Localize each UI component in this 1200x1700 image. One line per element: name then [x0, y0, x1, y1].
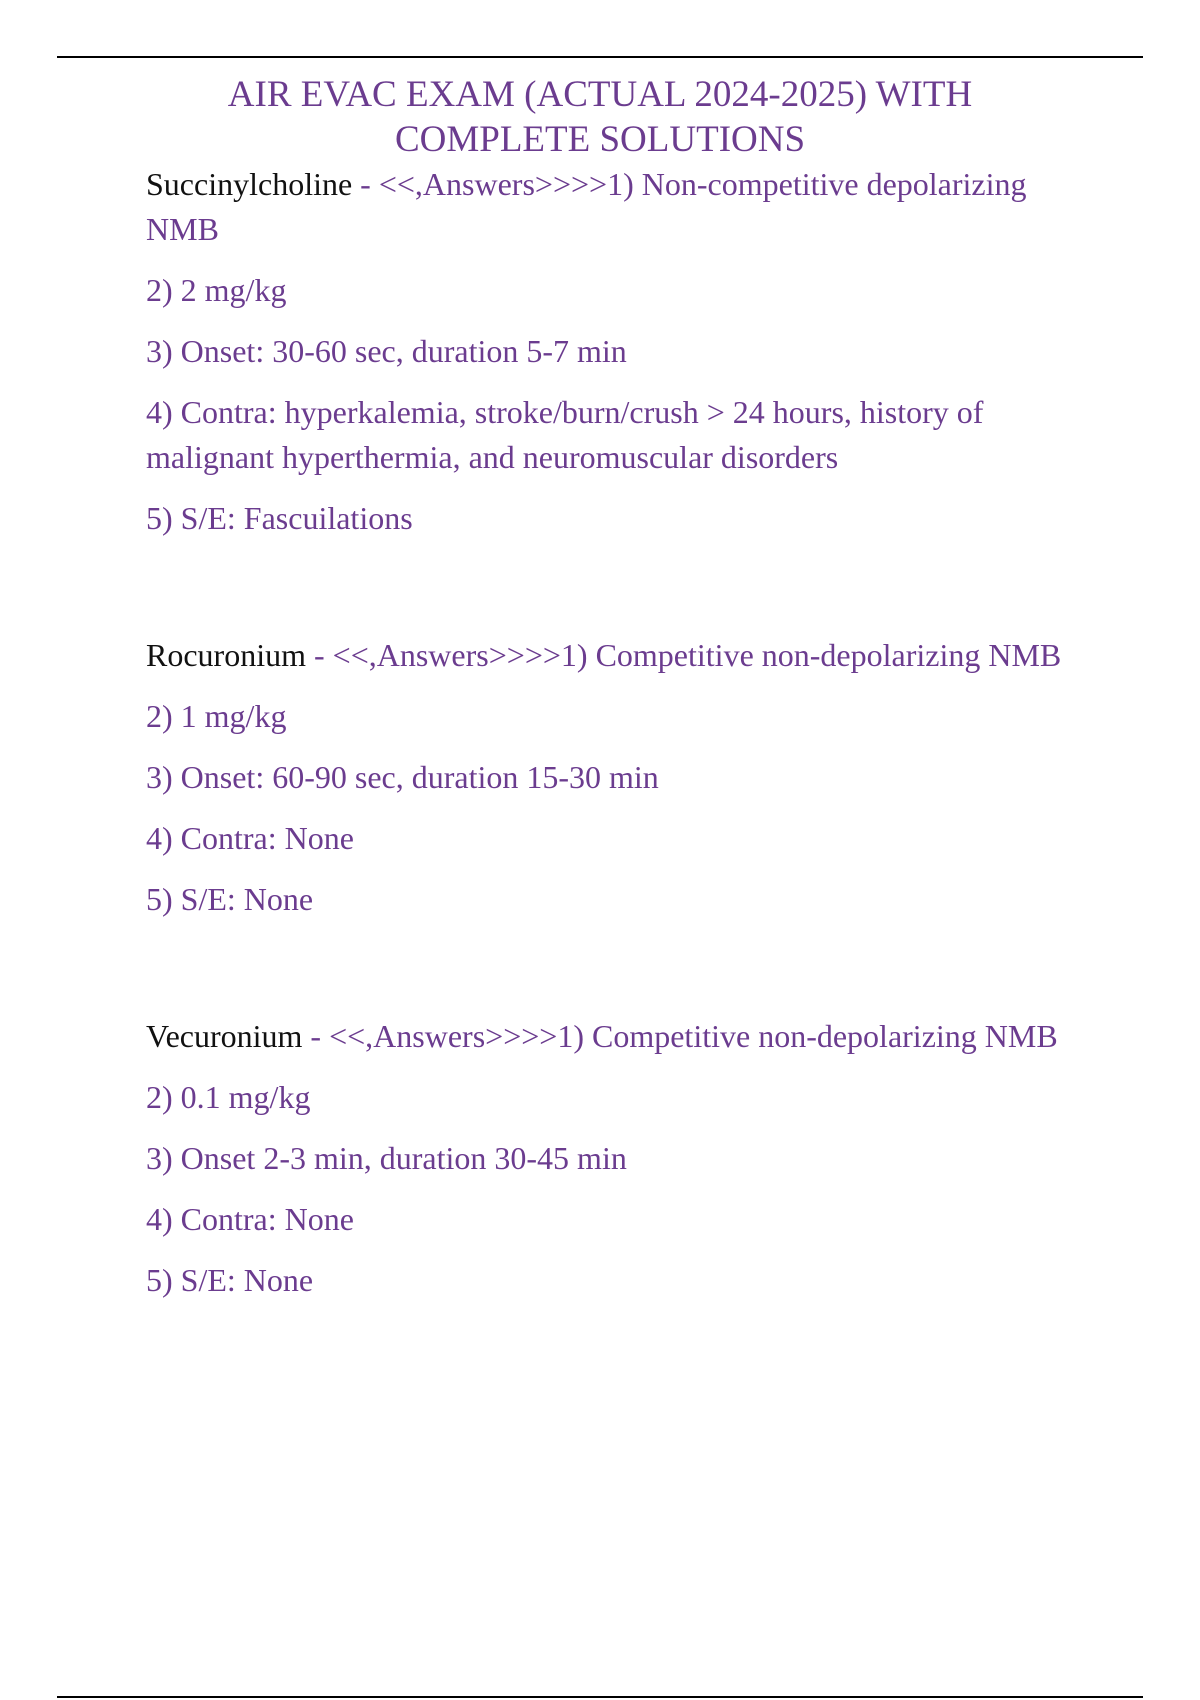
- term-separator: -: [352, 166, 379, 202]
- answer-line: 4) Contra: None: [146, 820, 354, 856]
- answer-line: 4) Contra: hyperkalemia, stroke/burn/crush > 24 hours, history of malignant hyperthermia, and neuromuscular disorders: [146, 394, 984, 475]
- answer-line: 5) S/E: None: [146, 881, 314, 917]
- entry-rocuronium: [146, 633, 1076, 922]
- term-label: Succinylcholine: [146, 166, 353, 202]
- answer-first-line: <<,Answers>>>>1) Competitive non-depolarizing NMB: [332, 637, 1062, 673]
- term-label: Vecuronium: [146, 1018, 303, 1054]
- term-separator: -: [302, 1018, 330, 1054]
- entry-heading: [146, 633, 1076, 678]
- bottom-rule: [57, 1696, 1143, 1698]
- entry-heading: [146, 1014, 1076, 1059]
- entry-succinylcholine: [146, 162, 1076, 541]
- entry-spacer: [146, 557, 1076, 633]
- entry-vecuronium: [146, 1014, 1076, 1303]
- answer-first-line: <<,Answers>>>>1) Non-competitive depolarizing NMB: [146, 166, 1027, 247]
- answer-line: 3) Onset 2-3 min, duration 30-45 min: [146, 1140, 627, 1176]
- answer-first-line: <<,Answers>>>>1) Competitive non-depolarizing NMB: [329, 1018, 1058, 1054]
- entry-spacer: [146, 938, 1076, 1014]
- answer-line: 2) 2 mg/kg: [146, 272, 287, 308]
- answer-line: 2) 0.1 mg/kg: [146, 1079, 311, 1115]
- answer-line: 3) Onset: 60-90 sec, duration 15-30 min: [146, 759, 659, 795]
- entry-heading: [146, 162, 1076, 252]
- title-line-2: COMPLETE SOLUTIONS: [394, 119, 806, 160]
- answer-line: 3) Onset: 30-60 sec, duration 5-7 min: [146, 333, 627, 369]
- document-title: [100, 72, 1100, 162]
- answer-line: 5) S/E: Fascuilations: [146, 500, 413, 536]
- answer-line: 5) S/E: None: [146, 1262, 314, 1298]
- term-separator: -: [305, 637, 333, 673]
- answer-line: 4) Contra: None: [146, 1201, 354, 1237]
- top-rule: [57, 56, 1143, 58]
- term-label: Rocuronium: [146, 637, 306, 673]
- answer-line: 2) 1 mg/kg: [146, 698, 287, 734]
- title-line-1: AIR EVAC EXAM (ACTUAL 2024-2025) WITH: [227, 74, 973, 115]
- document-body: [146, 162, 1076, 1319]
